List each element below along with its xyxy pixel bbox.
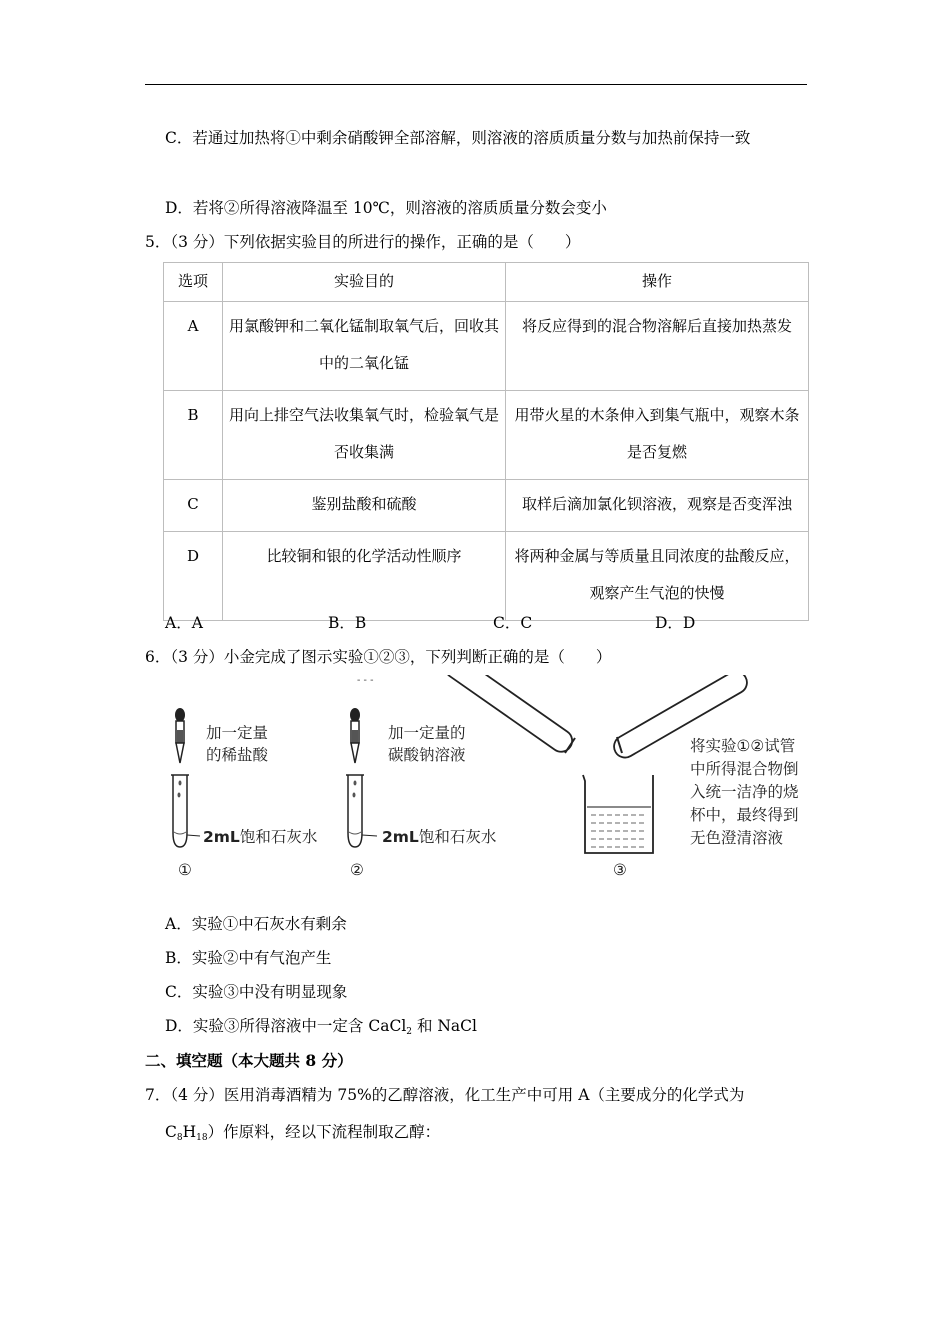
q6-option-d-sub: 2 [406,1027,413,1037]
row-operation: 取样后滴加氯化钡溶液，观察是否变浑浊 [506,480,809,532]
tube-label-2 [382,826,496,848]
q5-answer-d: D．D [655,614,696,632]
beaker-icon [583,775,653,853]
q6-option-d-post: 和 NaCl [412,1017,477,1035]
test-tube-icon [171,775,200,847]
q5-answer-b: B．B [328,614,367,632]
table-header-row [164,263,809,302]
dropper-icon [175,708,185,763]
exp2-reagent-line2: 碳酸钠溶液 [388,746,466,764]
exp1-reagent-line2: 的稀盐酸 [206,746,269,764]
table-row [164,480,809,532]
test-tube-icon [346,775,377,847]
figure-number-3: ③ [613,861,627,879]
q6-stem: 6．（3 分）小金完成了图示实验①②③，下列判断正确的是（ ） [145,648,612,666]
q7-line2-rest: ）作原料，经以下流程制取乙醇： [207,1123,441,1141]
row-option: C [164,480,223,532]
formula-c-sub: 8 [176,1133,183,1143]
q6-option-c: C．实验③中没有明显现象 [165,983,348,1001]
formula-c: C [165,1123,177,1141]
formula-h-sub: 18 [196,1133,208,1143]
row-operation: 将两种金属与等质量且同浓度的盐酸反应，观察产生气泡的快慢 [506,532,809,621]
row-goal: 用氯酸钾和二氧化锰制取氧气后，回收其中的二氧化锰 [223,302,506,391]
q5-answer-a: A．A [165,614,203,632]
exp3-text-line: 无色澄清溶液 [690,829,784,847]
tube-amount: 2mL [382,828,419,846]
tube-content: 饱和石灰水 [239,828,318,846]
row-option: D [164,532,223,621]
q4-option-d: D．若将②所得溶液降温至 10℃，则溶液的溶质质量分数会变小 [165,199,607,217]
dropper-icon [350,708,360,763]
row-option: A [164,302,223,391]
table-row [164,532,809,621]
tube-amount: 2mL [203,828,240,846]
q6-option-d [165,1016,477,1042]
section-2-title: 二、填空题（本大题共 8 分） [145,1051,353,1070]
header-rule [145,84,807,85]
exp3-text-line: 杯中，最终得到 [690,806,799,824]
header-option: 选项 [164,263,223,302]
q5-table [163,262,809,621]
row-goal: 比较铜和银的化学活动性顺序 [223,532,506,621]
row-operation: 用带火星的木条伸入到集气瓶中，观察木条是否复燃 [506,391,809,480]
q6-option-d-pre: D．实验③所得溶液中一定含 CaCl [165,1017,407,1035]
exp2-reagent-line1: 加一定量的 [388,724,466,742]
header-goal: 实验目的 [223,263,506,302]
exp3-text-line: 将实验①②试管 [690,737,796,755]
exp1-reagent-line1: 加一定量 [206,724,269,742]
formula-h: H [182,1123,197,1141]
figure-number-2: ② [350,861,364,879]
row-goal: 用向上排空气法收集氧气时，检验氧气是否收集满 [223,391,506,480]
tube-content: 饱和石灰水 [418,828,497,846]
header-operation: 操作 [506,263,809,302]
q4-option-c: C．若通过加热将①中剩余硝酸钾全部溶解，则溶液的溶质质量分数与加热前保持一致 [165,129,751,147]
svg-text:- - -: - - - [357,675,374,686]
q7-line2 [165,1122,440,1148]
figure-number-1: ① [178,861,192,879]
table-row [164,302,809,391]
q7-line1: 7．（4 分）医用消毒酒精为 75%的乙醇溶液，化工生产中可用 A（主要成分的化学式为 [145,1086,745,1104]
q6-option-b: B．实验②中有气泡产生 [165,949,332,967]
exp3-text-line: 中所得混合物倒 [690,760,799,778]
exp3-text-line: 入统一洁净的烧 [690,783,799,801]
row-goal: 鉴别盐酸和硫酸 [223,480,506,532]
row-operation: 将反应得到的混合物溶解后直接加热蒸发 [506,302,809,391]
q5-stem: 5．（3 分）下列依据实验目的所进行的操作，正确的是（ ） [145,233,581,251]
tube-label-1 [203,826,317,848]
table-row [164,391,809,480]
q6-option-a: A．实验①中石灰水有剩余 [165,915,347,933]
q5-answer-c: C．C [493,614,533,632]
row-option: B [164,391,223,480]
